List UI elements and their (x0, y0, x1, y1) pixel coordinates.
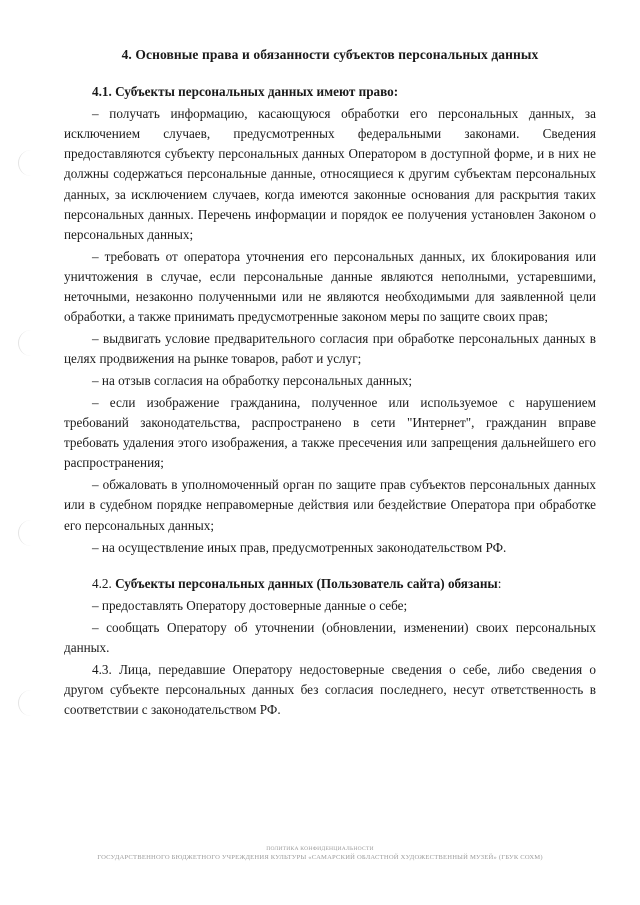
paragraph-4-1-1: – получать информацию, касающуюся обработки его персональных данных, за исключением случаев, предусмотренных федеральными законами. Сведения предоставляются субъекту персональных данных Оператором в доступной форме, и в них не должны содержаться персональные данные, относящиеся к другим субъектам персональных данных, за исключением случаев, когда имеются законные основания для раскрытия таких персональных данных. Перечень информации и порядок ее получения установлен Законом о персональных данных; (64, 106, 596, 242)
section-heading-4-2-text: Субъекты персональных данных (Пользователь сайта) обязаны (115, 575, 498, 591)
paragraph-4-3-1: 4.3. Лица, передавшие Оператору недостоверные сведения о себе, либо сведения о другом субъекте персональных данных без согласия последнего, несут ответственность в соответствии с законодательством РФ. (64, 661, 596, 718)
section-heading-4-1-text: Субъекты персональных данных имеют право: (115, 84, 399, 100)
section-heading-4-2 (64, 574, 596, 594)
scan-edge-mark (18, 690, 33, 716)
paragraph-4-1-5: – если изображение гражданина, полученное или используемое с нарушением требований законодательства, распространено в сети "Интернет", гражданин вправе требовать удаления этого изображения, а также пресечения или запрещения дальнейшего его распространения; (64, 395, 596, 471)
section-heading-4-2-tail: : (497, 575, 502, 591)
section-heading-4-1 (64, 82, 596, 102)
paragraph-4-1-3: – выдвигать условие предварительного согласия при обработке персональных данных в целях продвижения на рынке товаров, работ и услуг; (64, 330, 596, 367)
page-title: 4. Основные права и обязанности субъектов персональных данных (121, 47, 539, 62)
section-heading-4-2-number: 4.2. (92, 575, 112, 591)
paragraph-4-1-4: – на отзыв согласия на обработку персональных данных; (92, 373, 413, 389)
section-spacer (64, 560, 596, 574)
paragraph-4-1-2: – требовать от оператора уточнения его персональных данных, их блокирования или уничтожения в случае, если персональные данные являются неполными, устаревшими, неточными, незаконно полученными или не являются необходимыми для заявленной цели обработки, а также принимать предусмотренные законом меры по защите своих прав; (64, 248, 596, 324)
section-heading-4-1-number: 4.1. (92, 84, 112, 100)
paragraph-4-1-7: – на осуществление иных прав, предусмотренных законодательством РФ. (92, 539, 507, 555)
footer-line-1: ПОЛИТИКА КОНФИДЕНЦИАЛЬНОСТИ (266, 845, 374, 852)
paragraph-4-2-1: – предоставлять Оператору достоверные данные о себе; (92, 597, 408, 613)
scan-edge-mark (18, 150, 33, 176)
footer-line-2: ГОСУДАРСТВЕННОГО БЮДЖЕТНОГО УЧРЕЖДЕНИЯ КУЛЬТУРЫ «САМАРСКИЙ ОБЛАСТНОЙ ХУДОЖЕСТВЕННЫЙ МУЗЕЙ» (ГБУК СОХМ) (97, 854, 543, 862)
scan-edge-mark (18, 520, 33, 546)
scan-edge-mark (18, 330, 33, 356)
paragraph-4-1-6: – обжаловать в уполномоченный орган по защите прав субъектов персональных данных или в судебном порядке неправомерные действия или бездействие Оператора при обработке его персональных данных; (64, 477, 596, 533)
document-footer (0, 845, 640, 863)
paragraph-4-2-2: – сообщать Оператору об уточнении (обновлении, изменении) своих персональных данных. (64, 619, 596, 655)
